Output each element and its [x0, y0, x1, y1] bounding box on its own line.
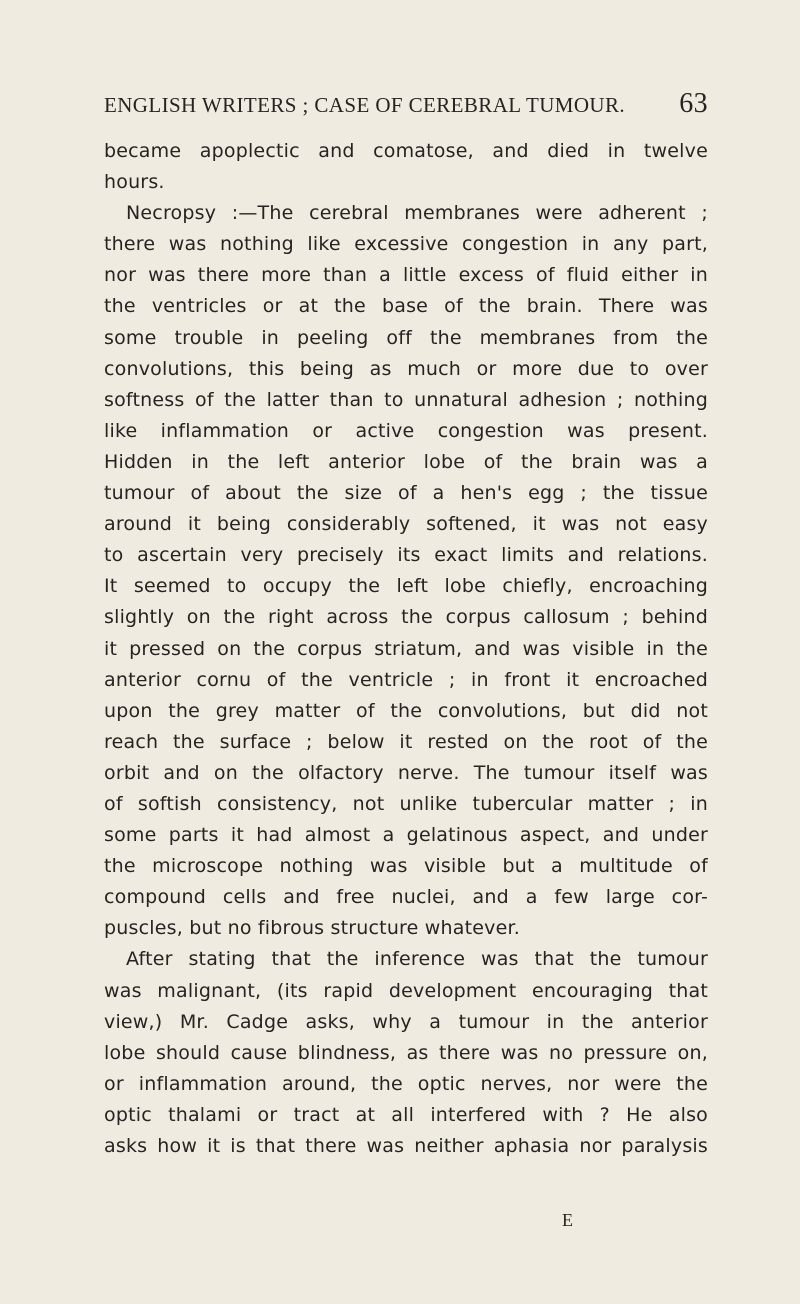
text-line: nor was there more than a little excess of fluid either in: [104, 264, 708, 287]
text-line: to ascertain very precisely its exact limits and relations.: [104, 544, 708, 567]
text-line: the ventricles or at the base of the brain. There was: [104, 295, 708, 318]
text-line: convolutions, this being as much or more due to over: [104, 357, 708, 380]
text-line: It seemed to occupy the left lobe chiefly, encroaching: [104, 575, 708, 598]
text-line: tumour of about the size of a hen's egg ; the tissue: [104, 482, 708, 505]
text-line: some parts it had almost a gelatinous aspect, and under: [104, 824, 708, 847]
text-line: was malignant, (its rapid development encouraging that: [104, 979, 708, 1002]
running-header: [104, 88, 708, 120]
text-line: asks how it is that there was neither aphasia nor paralysis: [104, 1135, 708, 1157]
text-line: slightly on the right across the corpus callosum ; behind: [104, 606, 708, 629]
text-line: some trouble in peeling off the membranes from the: [104, 326, 708, 349]
text-line: it pressed on the corpus striatum, and was visible in the: [104, 637, 708, 660]
body-text: [104, 136, 708, 1162]
text-line: or inflammation around, the optic nerves, nor were the: [104, 1072, 708, 1095]
text-line: like inflammation or active congestion was present.: [104, 419, 708, 442]
text-line: Necropsy :—The cerebral membranes were adherent ;: [126, 202, 708, 225]
text-line: After stating that the inference was that the tumour: [126, 948, 708, 971]
text-line: Hidden in the left anterior lobe of the brain was a: [104, 450, 708, 473]
text-line: around it being considerably softened, it was not easy: [104, 513, 708, 536]
text-line: lobe should cause blindness, as there was no pressure on,: [104, 1041, 708, 1064]
text-line: anterior cornu of the ventricle ; in front it encroached: [104, 668, 708, 691]
signature-mark: E: [562, 1210, 574, 1230]
running-title: ENGLISH WRITERS ; CASE OF CEREBRAL TUMOUR.: [104, 93, 626, 117]
text-line: compound cells and free nuclei, and a few large cor-: [104, 886, 708, 909]
text-line: upon the grey matter of the convolutions, but did not: [104, 699, 708, 722]
text-line: reach the surface ; below it rested on the root of the: [104, 730, 708, 753]
text-line: became apoplectic and comatose, and died in twelve: [104, 140, 708, 162]
page-number: 63: [679, 88, 708, 119]
text-line: of softish consistency, not unlike tubercular matter ; in: [104, 792, 708, 815]
text-line: hours.: [104, 171, 165, 194]
text-line: there was nothing like excessive congestion in any part,: [104, 233, 708, 256]
text-line: softness of the latter than to unnatural adhesion ; nothing: [104, 388, 708, 411]
text-line: puscles, but no fibrous structure whatever.: [104, 917, 520, 940]
text-line: optic thalami or tract at all interfered with ? He also: [104, 1103, 708, 1126]
text-line: the microscope nothing was visible but a multitude of: [104, 855, 708, 878]
text-line: view,) Mr. Cadge asks, why a tumour in the anterior: [104, 1010, 708, 1033]
text-line: orbit and on the olfactory nerve. The tumour itself was: [104, 761, 708, 784]
